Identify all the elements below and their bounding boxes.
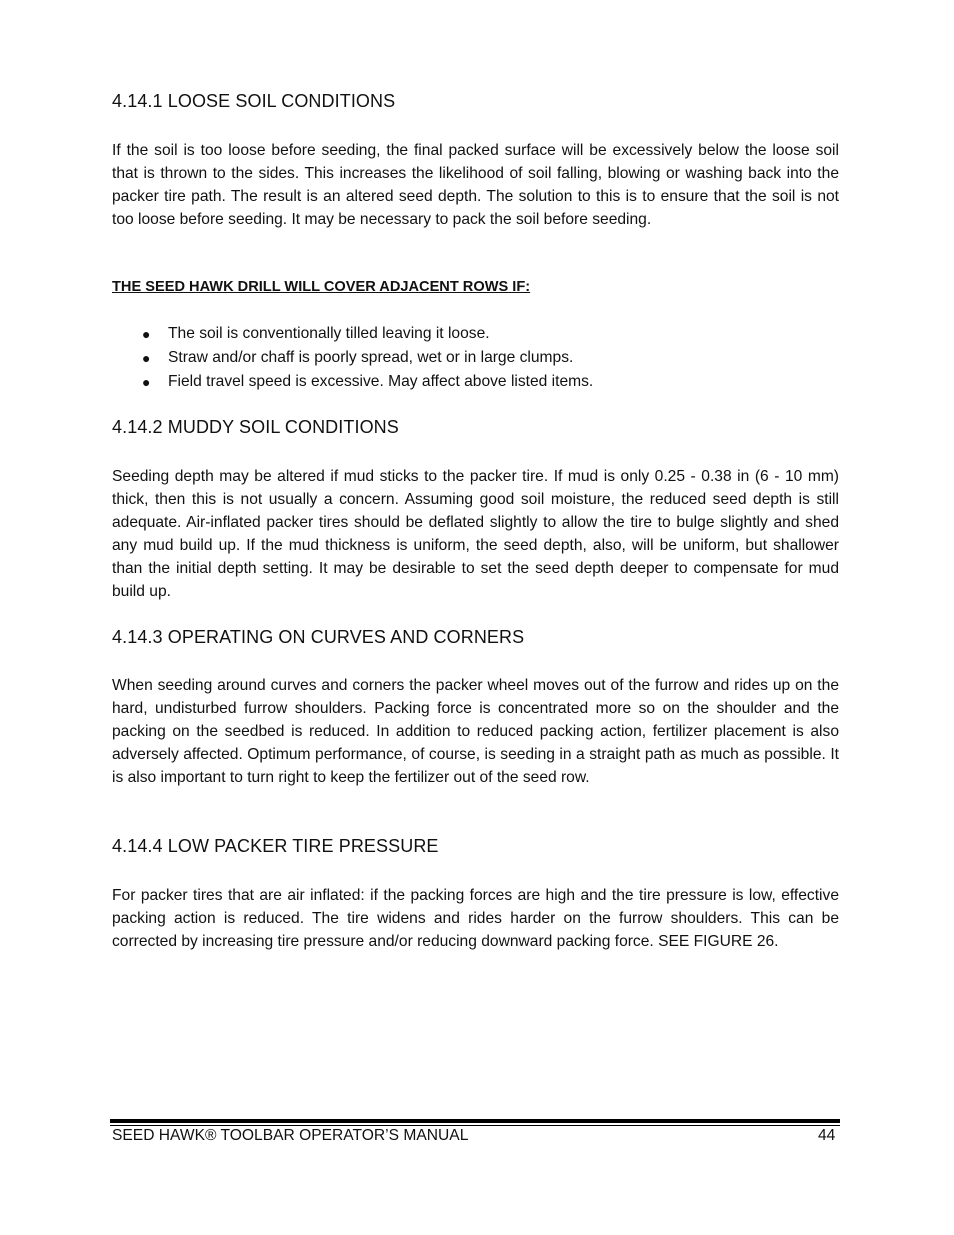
section-heading-loose-soil: 4.14.1 LOOSE SOIL CONDITIONS	[112, 91, 396, 111]
section-heading-tire-pressure: 4.14.4 LOW PACKER TIRE PRESSURE	[112, 836, 439, 856]
section-heading-muddy-soil: 4.14.2 MUDDY SOIL CONDITIONS	[112, 417, 399, 437]
bullet-icon: ●	[142, 326, 151, 342]
subheading-adjacent-rows: THE SEED HAWK DRILL WILL COVER ADJACENT ROWS IF:	[112, 279, 531, 295]
paragraph-loose-soil: If the soil is too loose before seeding, the final packed surface will be excessively below the loose soil that is thrown to the sides. This increases the likelihood of soil falling, blowing or washing back into the packer tire path. The result is an altered seed depth. The solution to this is to ensure that the soil is not too loose before seeding. It may be necessary to pack the soil before seeding.	[112, 142, 839, 228]
paragraph-curves-corners: When seeding around curves and corners the packer wheel moves out of the furrow and rides up on the hard, undisturbed furrow shoulders. Packing force is concentrated more so on the shoulder and the packing on the seedbed is reduced. In addition to reduced packing action, fertilizer placement is also adversely affected. Optimum performance, of course, is seeding in a straight path as much as possible. It is also important to turn right to keep the fertilizer out of the seed row.	[112, 677, 839, 786]
footer-manual-title: SEED HAWK® TOOLBAR OPERATOR’S MANUAL	[112, 1127, 469, 1144]
footer-page-number: 44	[818, 1127, 836, 1144]
paragraph-muddy-soil: Seeding depth may be altered if mud sticks to the packer tire. If mud is only 0.25 - 0.38 in (6 - 10 mm) thick, then this is not usually a concern. Assuming good soil moisture, the reduced seed depth is still adequate. Air-inflated packer tires should be deflated slightly to allow the tire to bulge slightly and shed any mud build up. If the mud thickness is uniform, the seed depth, also, will be uniform, but shallower than the initial depth setting. It may be desirable to set the seed depth deeper to compensate for mud build up.	[112, 468, 839, 600]
list-item: ● Field travel speed is excessive. May affect above listed items.	[112, 370, 839, 394]
footer-divider-thin	[110, 1125, 840, 1126]
footer-divider-thick	[110, 1119, 840, 1123]
bullet-icon: ●	[142, 374, 151, 390]
paragraph-tire-pressure: For packer tires that are air inflated: if the packing forces are high and the tire pressure is low, effective packing action is reduced. The tire widens and rides harder on the furrow shoulders. This can be corrected by increasing tire pressure and/or reducing downward packing force. SEE FIGURE 26.	[112, 887, 839, 950]
list-item: ● Straw and/or chaff is poorly spread, wet or in large clumps.	[112, 346, 839, 370]
list-item: ● The soil is conventionally tilled leaving it loose.	[112, 322, 839, 346]
bullet-list	[112, 322, 839, 394]
bullet-icon: ●	[142, 350, 151, 366]
section-heading-curves-corners: 4.14.3 OPERATING ON CURVES AND CORNERS	[112, 627, 525, 647]
